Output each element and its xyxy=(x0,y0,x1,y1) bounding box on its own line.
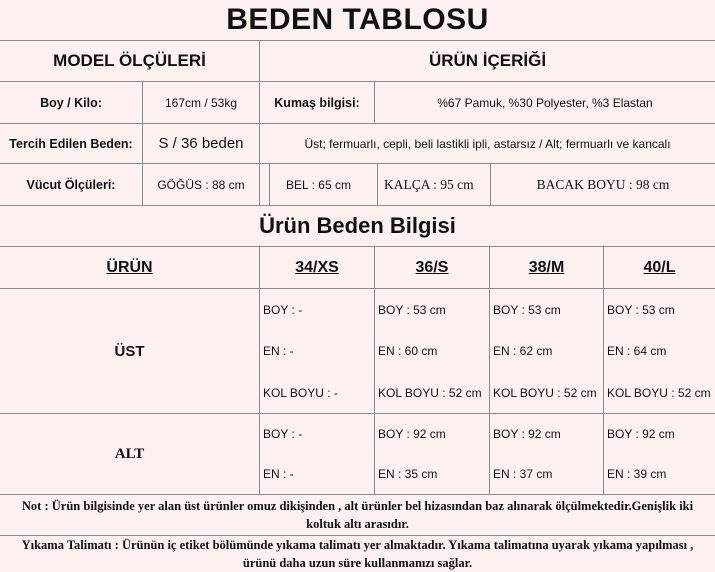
table-cell: BOY : 92 cm xyxy=(493,427,561,441)
preferred-size-label: Tercih Edilen Beden: xyxy=(9,136,133,151)
model-measurements-heading: MODEL ÖLÇÜLERİ xyxy=(53,51,206,70)
fabric-label: Kumaş bilgisi: xyxy=(274,95,360,110)
table-cell: KOL BOYU : - xyxy=(263,385,338,400)
table-cell: BOY : - xyxy=(263,427,303,441)
table-cell: KOL BOYU : 52 cm xyxy=(493,385,597,400)
table-cell: BOY : 92 cm xyxy=(378,427,446,441)
measurement-note: Not : Ürün bilgisinde yer alan üst ürünler omuz dikişinden , alt ürünler bel hizasından baz alınarak ölçülmektedir.Genişlik iki koltuk altı arasıdır. xyxy=(21,499,694,531)
table-cell: BOY : 53 cm xyxy=(493,302,561,317)
size-info-title: Ürün Beden Bilgisi xyxy=(259,213,456,238)
table-cell: EN : 64 cm xyxy=(607,344,667,358)
page-title: BEDEN TABLOSU xyxy=(226,3,489,36)
header-product: ÜRÜN xyxy=(106,258,153,276)
table-cell: EN : 37 cm xyxy=(493,467,553,481)
table-cell: BOY : 92 cm xyxy=(607,427,675,441)
bottom-garment-label: ALT xyxy=(114,445,145,462)
height-weight-label: Boy / Kilo: xyxy=(40,95,102,110)
table-cell: KOL BOYU : 52 cm xyxy=(607,385,711,400)
table-cell: BOY : - xyxy=(263,302,303,317)
header-size-40-l: 40/L xyxy=(643,258,676,276)
washing-instructions: Yıkama Talimatı : Ürünün iç etiket bölümünde yıkama talimatı yer almaktadır. Yıkama talimatına uyarak yıkama yapılması , ürünü daha uzun süre kullanmanızı sağlar. xyxy=(21,538,694,570)
header-size-36-s: 36/S xyxy=(415,258,449,276)
height-weight-value: 167cm / 53kg xyxy=(164,95,238,110)
table-cell: EN : 35 cm xyxy=(378,467,438,481)
table-cell: BOY : 53 cm xyxy=(607,302,675,317)
body-measurements-label: Vücut Ölçüleri: xyxy=(26,177,116,192)
fabric-value: %67 Pamuk, %30 Polyester, %3 Elastan xyxy=(437,95,653,110)
table-cell: EN : 39 cm xyxy=(607,467,667,481)
waist-measurement: BEL : 65 cm xyxy=(286,177,351,192)
table-cell: EN : - xyxy=(263,344,294,358)
product-content-heading: ÜRÜN İÇERİĞİ xyxy=(428,51,547,70)
leg-length-measurement: BACAK BOYU : 98 cm xyxy=(536,176,670,192)
top-garment-label: ÜST xyxy=(114,342,145,360)
table-cell: EN : - xyxy=(263,467,294,481)
hip-measurement: KALÇA : 95 cm xyxy=(384,176,474,192)
table-cell: EN : 62 cm xyxy=(493,344,553,358)
header-size-34-xs: 34/XS xyxy=(295,258,339,276)
product-description: Üst; fermuarlı, cepli, beli lastikli ipli, astarsız / Alt; fermuarlı ve kancalı xyxy=(304,136,671,151)
table-cell: EN : 60 cm xyxy=(378,344,438,358)
chest-measurement: GÖĞÜS : 88 cm xyxy=(157,177,245,192)
preferred-size-value: S / 36 beden xyxy=(158,135,244,152)
header-size-38-m: 38/M xyxy=(528,258,565,276)
table-cell: BOY : 53 cm xyxy=(378,302,446,317)
table-cell: KOL BOYU : 52 cm xyxy=(378,385,482,400)
